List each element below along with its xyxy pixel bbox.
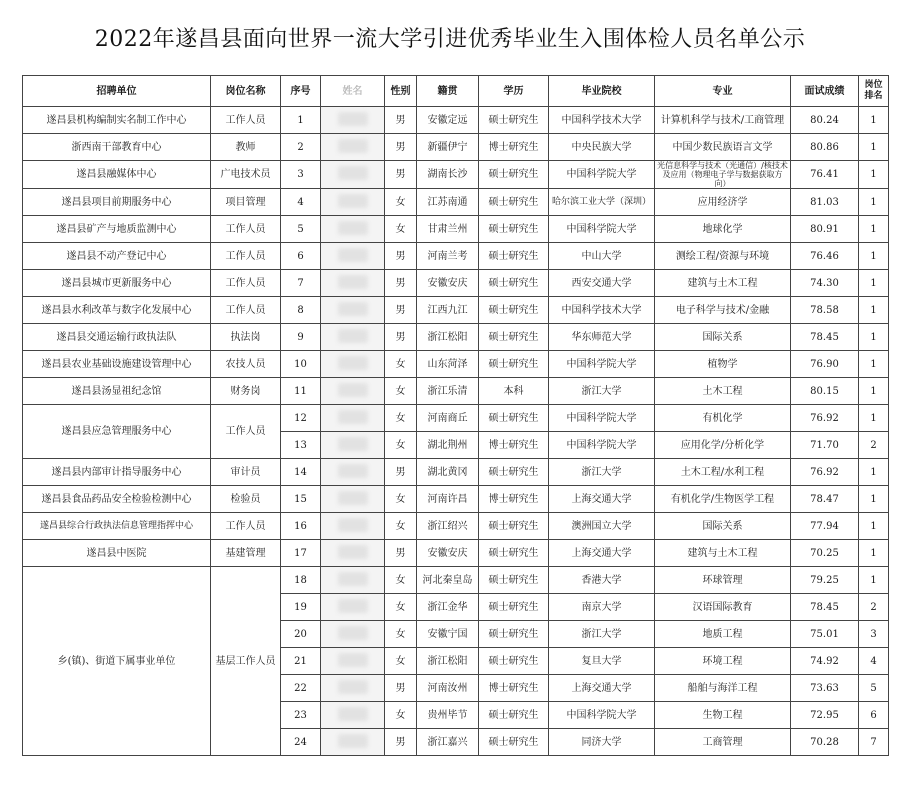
cell-major: 国际关系 <box>655 513 791 540</box>
cell-score: 76.46 <box>791 243 859 270</box>
cell-degree: 博士研究生 <box>479 675 549 702</box>
cell-gender: 男 <box>385 540 417 567</box>
cell-seq: 5 <box>281 216 321 243</box>
cell-position: 工作人员 <box>211 405 281 459</box>
cell-origin: 浙江松阳 <box>417 324 479 351</box>
cell-major: 国际关系 <box>655 324 791 351</box>
cell-seq: 23 <box>281 702 321 729</box>
cell-rank: 6 <box>859 702 889 729</box>
table-row <box>23 216 889 243</box>
cell-major: 应用化学/分析化学 <box>655 432 791 459</box>
cell-seq: 18 <box>281 567 321 594</box>
cell-unit: 遂昌县水利改革与数字化发展中心 <box>23 297 211 324</box>
cell-degree: 硕士研究生 <box>479 161 549 189</box>
cell-degree: 硕士研究生 <box>479 702 549 729</box>
cell-gender: 男 <box>385 243 417 270</box>
cell-seq: 14 <box>281 459 321 486</box>
cell-seq: 21 <box>281 648 321 675</box>
cell-unit: 乡(镇)、街道下属事业单位 <box>23 567 211 756</box>
cell-origin: 贵州毕节 <box>417 702 479 729</box>
cell-position: 基建管理 <box>211 540 281 567</box>
cell-name-redacted <box>321 161 385 189</box>
cell-gender: 男 <box>385 324 417 351</box>
table-row <box>23 297 889 324</box>
cell-origin: 浙江绍兴 <box>417 513 479 540</box>
cell-degree: 硕士研究生 <box>479 729 549 756</box>
cell-gender: 女 <box>385 216 417 243</box>
cell-seq: 4 <box>281 189 321 216</box>
cell-origin: 江苏南通 <box>417 189 479 216</box>
cell-rank: 1 <box>859 297 889 324</box>
cell-gender: 男 <box>385 459 417 486</box>
cell-major: 光信息科学与技术（光通信）/核技术及应用（物理电子学与数据获取方向） <box>655 161 791 189</box>
cell-score: 74.30 <box>791 270 859 297</box>
cell-score: 75.01 <box>791 621 859 648</box>
cell-origin: 湖北荆州 <box>417 432 479 459</box>
cell-origin: 湖北黄冈 <box>417 459 479 486</box>
cell-score: 80.24 <box>791 107 859 134</box>
cell-major: 地质工程 <box>655 621 791 648</box>
cell-position: 工作人员 <box>211 107 281 134</box>
cell-gender: 男 <box>385 270 417 297</box>
cell-origin: 浙江松阳 <box>417 648 479 675</box>
cell-unit: 浙西南干部教育中心 <box>23 134 211 161</box>
cell-gender: 男 <box>385 107 417 134</box>
cell-gender: 女 <box>385 405 417 432</box>
cell-unit: 遂昌县矿产与地质监测中心 <box>23 216 211 243</box>
cell-rank: 1 <box>859 486 889 513</box>
cell-unit: 遂昌县中医院 <box>23 540 211 567</box>
cell-rank: 4 <box>859 648 889 675</box>
cell-name-redacted <box>321 459 385 486</box>
cell-score: 80.91 <box>791 216 859 243</box>
cell-position: 工作人员 <box>211 297 281 324</box>
table-row <box>23 540 889 567</box>
cell-rank: 2 <box>859 432 889 459</box>
table-row <box>23 486 889 513</box>
cell-gender: 男 <box>385 729 417 756</box>
cell-seq: 12 <box>281 405 321 432</box>
cell-name-redacted <box>321 432 385 459</box>
cell-seq: 6 <box>281 243 321 270</box>
cell-rank: 5 <box>859 675 889 702</box>
cell-major: 环球管理 <box>655 567 791 594</box>
page-title: 2022年遂昌县面向世界一流大学引进优秀毕业生入围体检人员名单公示 <box>94 27 806 52</box>
cell-name-redacted <box>321 486 385 513</box>
cell-gender: 女 <box>385 189 417 216</box>
table-row <box>23 243 889 270</box>
cell-seq: 3 <box>281 161 321 189</box>
table-row <box>23 351 889 378</box>
candidate-table <box>22 75 889 756</box>
cell-score: 71.70 <box>791 432 859 459</box>
cell-major: 建筑与土木工程 <box>655 540 791 567</box>
table-row <box>23 324 889 351</box>
cell-school: 中山大学 <box>549 243 655 270</box>
cell-origin: 河南兰考 <box>417 243 479 270</box>
cell-major: 有机化学/生物医学工程 <box>655 486 791 513</box>
cell-rank: 1 <box>859 216 889 243</box>
cell-rank: 1 <box>859 324 889 351</box>
cell-degree: 硕士研究生 <box>479 243 549 270</box>
cell-degree: 硕士研究生 <box>479 351 549 378</box>
cell-seq: 8 <box>281 297 321 324</box>
header-rank: 岗位排名 <box>859 76 889 107</box>
cell-degree: 硕士研究生 <box>479 567 549 594</box>
cell-rank: 1 <box>859 459 889 486</box>
cell-gender: 女 <box>385 648 417 675</box>
cell-rank: 1 <box>859 243 889 270</box>
cell-rank: 1 <box>859 567 889 594</box>
cell-name-redacted <box>321 324 385 351</box>
cell-school: 上海交通大学 <box>549 540 655 567</box>
cell-school: 中国科学院大学 <box>549 405 655 432</box>
header-degree: 学历 <box>479 76 549 107</box>
cell-unit: 遂昌县应急管理服务中心 <box>23 405 211 459</box>
cell-school: 香港大学 <box>549 567 655 594</box>
cell-school: 复旦大学 <box>549 648 655 675</box>
header-score: 面试成绩 <box>791 76 859 107</box>
cell-origin: 江西九江 <box>417 297 479 324</box>
cell-gender: 女 <box>385 621 417 648</box>
cell-score: 78.58 <box>791 297 859 324</box>
cell-rank: 7 <box>859 729 889 756</box>
cell-seq: 2 <box>281 134 321 161</box>
cell-seq: 16 <box>281 513 321 540</box>
cell-school: 西安交通大学 <box>549 270 655 297</box>
table-row <box>23 567 889 594</box>
cell-name-redacted <box>321 270 385 297</box>
cell-origin: 新疆伊宁 <box>417 134 479 161</box>
cell-school: 华东师范大学 <box>549 324 655 351</box>
cell-degree: 硕士研究生 <box>479 513 549 540</box>
cell-position: 执法岗 <box>211 324 281 351</box>
cell-seq: 15 <box>281 486 321 513</box>
cell-seq: 1 <box>281 107 321 134</box>
cell-school: 中国科学技术大学 <box>549 297 655 324</box>
cell-origin: 安徽安庆 <box>417 270 479 297</box>
cell-gender: 女 <box>385 486 417 513</box>
cell-position: 工作人员 <box>211 216 281 243</box>
cell-rank: 1 <box>859 161 889 189</box>
table-row <box>23 513 889 540</box>
cell-major: 生物工程 <box>655 702 791 729</box>
cell-degree: 硕士研究生 <box>479 107 549 134</box>
table-row <box>23 459 889 486</box>
cell-major: 船舶与海洋工程 <box>655 675 791 702</box>
cell-seq: 9 <box>281 324 321 351</box>
cell-unit: 遂昌县城市更新服务中心 <box>23 270 211 297</box>
cell-school: 浙江大学 <box>549 459 655 486</box>
cell-seq: 10 <box>281 351 321 378</box>
cell-unit: 遂昌县综合行政执法信息管理指挥中心 <box>23 513 211 540</box>
cell-origin: 山东菏泽 <box>417 351 479 378</box>
table-row <box>23 405 889 432</box>
cell-position: 广电技术员 <box>211 161 281 189</box>
cell-major: 土木工程 <box>655 378 791 405</box>
cell-rank: 1 <box>859 405 889 432</box>
cell-position: 财务岗 <box>211 378 281 405</box>
cell-degree: 博士研究生 <box>479 432 549 459</box>
cell-name-redacted <box>321 351 385 378</box>
cell-unit: 遂昌县交通运输行政执法队 <box>23 324 211 351</box>
cell-school: 南京大学 <box>549 594 655 621</box>
cell-origin: 河南商丘 <box>417 405 479 432</box>
cell-degree: 博士研究生 <box>479 134 549 161</box>
header-unit: 招聘单位 <box>23 76 211 107</box>
cell-origin: 安徽定远 <box>417 107 479 134</box>
cell-rank: 1 <box>859 270 889 297</box>
cell-seq: 11 <box>281 378 321 405</box>
cell-school: 中央民族大学 <box>549 134 655 161</box>
cell-rank: 1 <box>859 134 889 161</box>
cell-score: 70.28 <box>791 729 859 756</box>
cell-rank: 1 <box>859 351 889 378</box>
cell-position: 教师 <box>211 134 281 161</box>
cell-name-redacted <box>321 107 385 134</box>
cell-major: 中国少数民族语言文学 <box>655 134 791 161</box>
cell-unit: 遂昌县内部审计指导服务中心 <box>23 459 211 486</box>
cell-major: 土木工程/水利工程 <box>655 459 791 486</box>
cell-position: 工作人员 <box>211 243 281 270</box>
cell-position: 工作人员 <box>211 270 281 297</box>
cell-unit: 遂昌县农业基础设施建设管理中心 <box>23 351 211 378</box>
cell-degree: 硕士研究生 <box>479 216 549 243</box>
table-header-row <box>23 76 889 107</box>
cell-score: 70.25 <box>791 540 859 567</box>
cell-school: 浙江大学 <box>549 378 655 405</box>
cell-name-redacted <box>321 729 385 756</box>
cell-school: 哈尔滨工业大学（深圳） <box>549 189 655 216</box>
cell-name-redacted <box>321 134 385 161</box>
cell-name-redacted <box>321 702 385 729</box>
cell-unit: 遂昌县食品药品安全检验检测中心 <box>23 486 211 513</box>
cell-position: 检验员 <box>211 486 281 513</box>
cell-score: 73.63 <box>791 675 859 702</box>
cell-origin: 安徽安庆 <box>417 540 479 567</box>
cell-rank: 1 <box>859 378 889 405</box>
cell-school: 中国科学院大学 <box>549 161 655 189</box>
cell-degree: 硕士研究生 <box>479 594 549 621</box>
cell-gender: 男 <box>385 134 417 161</box>
cell-score: 78.45 <box>791 594 859 621</box>
cell-seq: 13 <box>281 432 321 459</box>
cell-degree: 硕士研究生 <box>479 540 549 567</box>
cell-seq: 20 <box>281 621 321 648</box>
cell-origin: 湖南长沙 <box>417 161 479 189</box>
cell-school: 浙江大学 <box>549 621 655 648</box>
cell-score: 76.92 <box>791 405 859 432</box>
cell-school: 中国科学院大学 <box>549 216 655 243</box>
cell-gender: 女 <box>385 594 417 621</box>
cell-degree: 硕士研究生 <box>479 270 549 297</box>
cell-origin: 河南许昌 <box>417 486 479 513</box>
cell-name-redacted <box>321 648 385 675</box>
cell-school: 澳洲国立大学 <box>549 513 655 540</box>
cell-rank: 1 <box>859 540 889 567</box>
table-row <box>23 107 889 134</box>
cell-unit: 遂昌县融媒体中心 <box>23 161 211 189</box>
cell-degree: 硕士研究生 <box>479 324 549 351</box>
cell-major: 地球化学 <box>655 216 791 243</box>
cell-gender: 女 <box>385 378 417 405</box>
cell-score: 76.41 <box>791 161 859 189</box>
header-school: 毕业院校 <box>549 76 655 107</box>
table-row <box>23 161 889 189</box>
cell-major: 电子科学与技术/金融 <box>655 297 791 324</box>
cell-major: 汉语国际教育 <box>655 594 791 621</box>
cell-position: 基层工作人员 <box>211 567 281 756</box>
cell-seq: 17 <box>281 540 321 567</box>
cell-name-redacted <box>321 594 385 621</box>
cell-degree: 硕士研究生 <box>479 189 549 216</box>
cell-name-redacted <box>321 621 385 648</box>
cell-gender: 男 <box>385 675 417 702</box>
cell-score: 81.03 <box>791 189 859 216</box>
cell-origin: 浙江乐清 <box>417 378 479 405</box>
cell-name-redacted <box>321 675 385 702</box>
cell-name-redacted <box>321 216 385 243</box>
cell-gender: 女 <box>385 702 417 729</box>
cell-position: 工作人员 <box>211 513 281 540</box>
cell-position: 农技人员 <box>211 351 281 378</box>
cell-degree: 硕士研究生 <box>479 459 549 486</box>
cell-school: 中国科学技术大学 <box>549 107 655 134</box>
cell-name-redacted <box>321 567 385 594</box>
cell-school: 上海交通大学 <box>549 675 655 702</box>
cell-major: 建筑与土木工程 <box>655 270 791 297</box>
header-major: 专业 <box>655 76 791 107</box>
cell-score: 80.15 <box>791 378 859 405</box>
cell-score: 78.45 <box>791 324 859 351</box>
cell-unit: 遂昌县机构编制实名制工作中心 <box>23 107 211 134</box>
cell-score: 79.25 <box>791 567 859 594</box>
cell-score: 72.95 <box>791 702 859 729</box>
cell-gender: 男 <box>385 297 417 324</box>
cell-origin: 浙江嘉兴 <box>417 729 479 756</box>
cell-unit: 遂昌县汤显祖纪念馆 <box>23 378 211 405</box>
cell-major: 工商管理 <box>655 729 791 756</box>
cell-name-redacted <box>321 189 385 216</box>
cell-school: 中国科学院大学 <box>549 432 655 459</box>
cell-score: 77.94 <box>791 513 859 540</box>
cell-major: 测绘工程/资源与环境 <box>655 243 791 270</box>
cell-school: 中国科学院大学 <box>549 702 655 729</box>
cell-origin: 河北秦皇岛 <box>417 567 479 594</box>
cell-degree: 博士研究生 <box>479 486 549 513</box>
cell-name-redacted <box>321 243 385 270</box>
cell-gender: 女 <box>385 513 417 540</box>
cell-unit: 遂昌县项目前期服务中心 <box>23 189 211 216</box>
cell-name-redacted <box>321 378 385 405</box>
cell-name-redacted <box>321 405 385 432</box>
header-gender: 性别 <box>385 76 417 107</box>
table-row <box>23 270 889 297</box>
cell-seq: 24 <box>281 729 321 756</box>
table-row <box>23 134 889 161</box>
cell-major: 应用经济学 <box>655 189 791 216</box>
header-origin: 籍贯 <box>417 76 479 107</box>
cell-gender: 女 <box>385 432 417 459</box>
cell-gender: 男 <box>385 161 417 189</box>
cell-degree: 硕士研究生 <box>479 405 549 432</box>
cell-degree: 硕士研究生 <box>479 648 549 675</box>
cell-gender: 女 <box>385 351 417 378</box>
cell-score: 78.47 <box>791 486 859 513</box>
cell-score: 74.92 <box>791 648 859 675</box>
cell-rank: 1 <box>859 107 889 134</box>
cell-school: 中国科学院大学 <box>549 351 655 378</box>
cell-origin: 浙江金华 <box>417 594 479 621</box>
header-position: 岗位名称 <box>211 76 281 107</box>
table-row <box>23 189 889 216</box>
header-name: 姓名 <box>321 76 385 107</box>
cell-rank: 1 <box>859 189 889 216</box>
cell-unit: 遂昌县不动产登记中心 <box>23 243 211 270</box>
cell-position: 项目管理 <box>211 189 281 216</box>
cell-school: 上海交通大学 <box>549 486 655 513</box>
cell-name-redacted <box>321 540 385 567</box>
cell-degree: 硕士研究生 <box>479 621 549 648</box>
cell-position: 审计员 <box>211 459 281 486</box>
cell-name-redacted <box>321 513 385 540</box>
cell-origin: 甘肃兰州 <box>417 216 479 243</box>
cell-seq: 19 <box>281 594 321 621</box>
cell-score: 80.86 <box>791 134 859 161</box>
cell-score: 76.92 <box>791 459 859 486</box>
cell-major: 环境工程 <box>655 648 791 675</box>
cell-score: 76.90 <box>791 351 859 378</box>
cell-gender: 女 <box>385 567 417 594</box>
cell-rank: 3 <box>859 621 889 648</box>
cell-seq: 22 <box>281 675 321 702</box>
cell-major: 有机化学 <box>655 405 791 432</box>
cell-school: 同济大学 <box>549 729 655 756</box>
cell-name-redacted <box>321 297 385 324</box>
cell-rank: 1 <box>859 513 889 540</box>
cell-origin: 安徽宁国 <box>417 621 479 648</box>
cell-rank: 2 <box>859 594 889 621</box>
cell-major: 计算机科学与技术/工商管理 <box>655 107 791 134</box>
cell-origin: 河南汝州 <box>417 675 479 702</box>
table-row <box>23 378 889 405</box>
cell-degree: 本科 <box>479 378 549 405</box>
header-seq: 序号 <box>281 76 321 107</box>
cell-degree: 硕士研究生 <box>479 297 549 324</box>
cell-major: 植物学 <box>655 351 791 378</box>
cell-seq: 7 <box>281 270 321 297</box>
